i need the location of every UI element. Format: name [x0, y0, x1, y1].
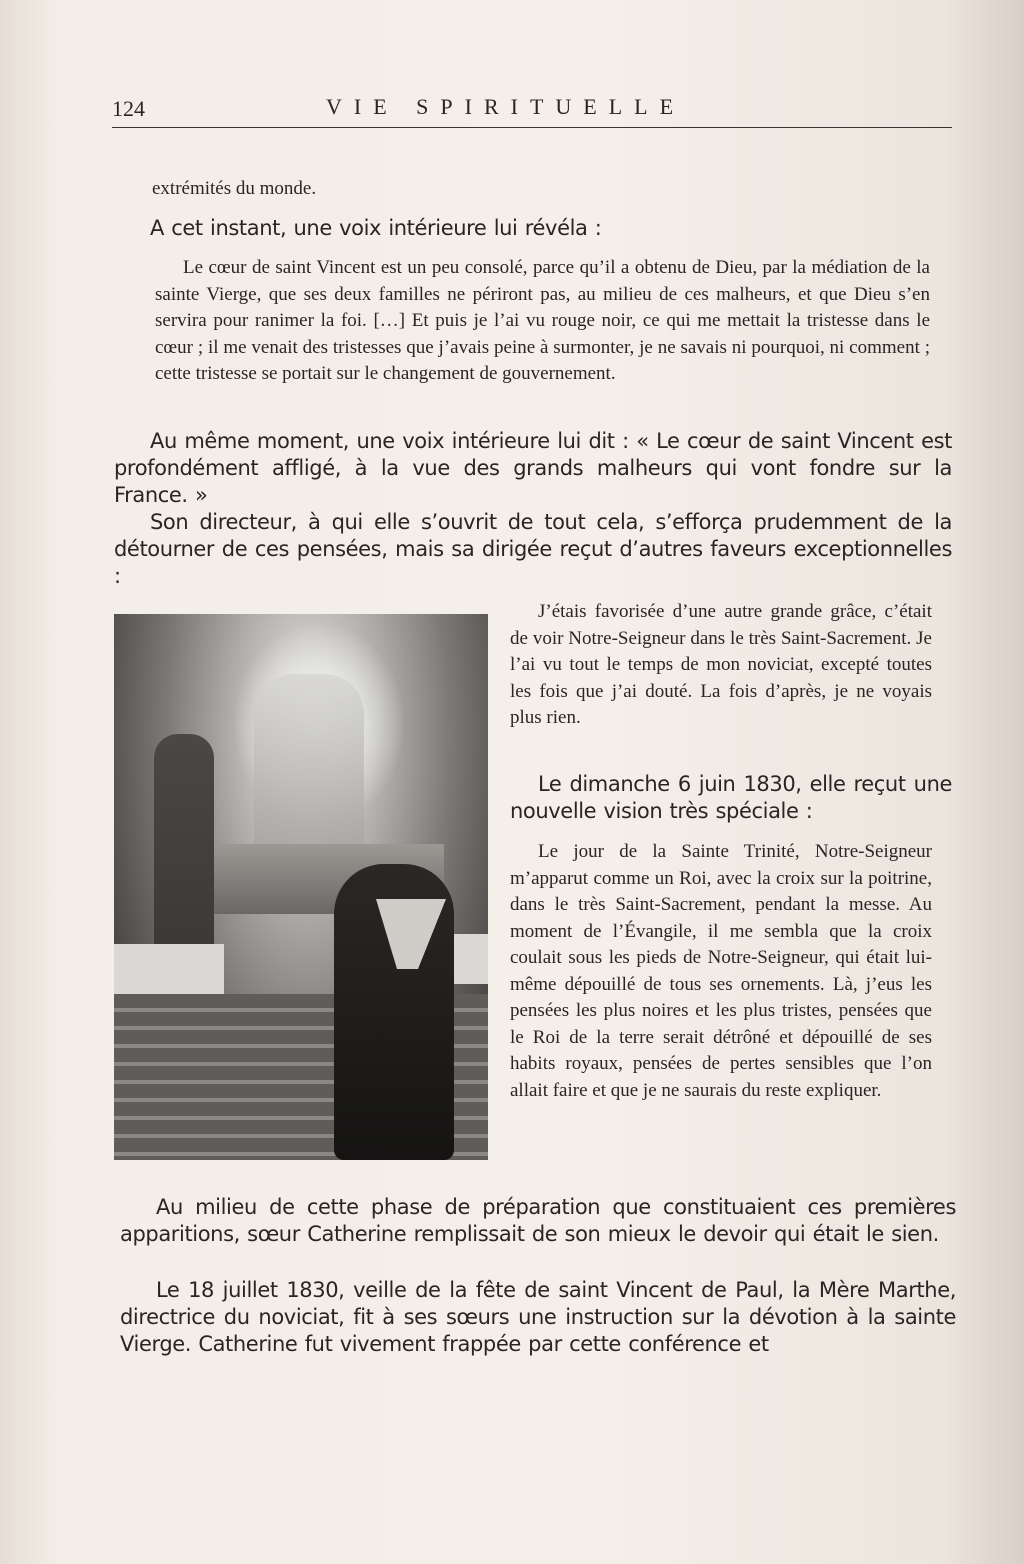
paragraph-continuation: extrémités du monde. — [152, 178, 317, 199]
illustration-christ-king-vision — [114, 614, 488, 1160]
page-number: 124 — [112, 96, 145, 121]
running-title: VIE SPIRITUELLE — [326, 94, 686, 119]
illustration-standing-figure — [154, 734, 214, 974]
quote-saint-sacrement: J’étais favorisée d’une autre grande grâce, c’était de voir Notre-Seigneur dans le très Saint-Sacrement. Je l’ai vu tout le temps de mon noviciat, excepté toutes les fois que j’ai douté. La fois d’après, je ne voyais plus rien. — [510, 601, 932, 728]
illustration-enthroned-figure — [254, 674, 364, 854]
quote-saint-vincent-heart: Le cœur de saint Vincent est un peu consolé, parce qu’il a obtenu de Dieu, par la médiation de la sainte Vierge, que ses deux familles ne périront pas, au milieu de ces malheurs, et que Dieu s’en servira pour ranimer la foi. […] Et puis je l’ai vu rouge noir, ce qui me mettait la tristesse dans le cœur ; il me venait des tristesses que j’avais peine à surmonter, je ne savais ni pourquoi, ni comment ; cette tristesse se portait sur le changement de gouvernement. — [155, 257, 930, 384]
paragraph-director: Son directeur, à qui elle s’ouvrit de tout cela, s’efforça prudemment de la détourner de ces pensées, mais sa dirigée reçut d’autres faveurs exceptionnelles : — [114, 510, 952, 588]
paragraph-july-conference: Le 18 juillet 1830, veille de la fête de saint Vincent de Paul, la Mère Marthe, directrice du noviciat, fit à ses sœurs une instruction sur la dévotion à la sainte Vierge. Catherine fut vivement frappée par cette conférence et — [120, 1278, 956, 1356]
header-rule — [112, 127, 952, 128]
paragraph-sunday-vision: Le dimanche 6 juin 1830, elle reçut une nouvelle vision très spéciale : — [510, 772, 952, 823]
paragraph-voice-revealed: A cet instant, une voix intérieure lui révéla : — [150, 216, 602, 240]
paragraph-inner-voice: Au même moment, une voix intérieure lui dit : « Le cœur de saint Vincent est profondément affligé, à la vue des grands malheurs qui vont fondre sur la France. » — [114, 429, 952, 507]
page-header — [112, 92, 952, 128]
quote-trinity-vision: Le jour de la Sainte Trinité, Notre-Seigneur m’apparut comme un Roi, avec la croix sur la poitrine, dans le très Saint-Sacrement, pendant la messe. Au moment de l’Évangile, il me sembla que la croix coulait sous les pieds de Notre-Seigneur, qui était lui-même dépouillé de tous ses ornements. Là, j’eus les pensées les plus noires et les plus tristes, pensées que le Roi de la terre serait détrôné et dépouillé de ses habits royaux, pensées de pertes sensibles que l’on allait faire et que je ne saurais du reste expliquer. — [510, 841, 932, 1101]
paragraph-preparation-phase: Au milieu de cette phase de préparation que constituaient ces premières apparitions, sœur Catherine remplissait de son mieux le devoir qui était le sien. — [120, 1195, 956, 1246]
